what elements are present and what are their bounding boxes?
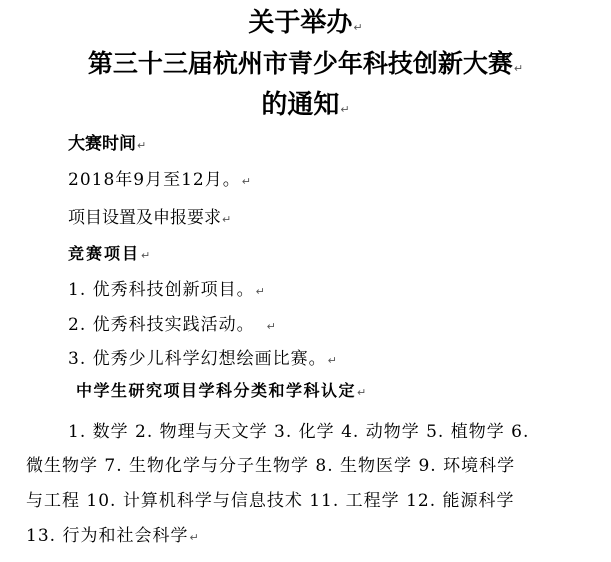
title-line-3: [0, 92, 611, 118]
subjects-line-1: [68, 424, 529, 441]
title-text: 第三十三届杭州市青少年科技创新大赛: [87, 49, 513, 78]
list-item: [68, 317, 277, 334]
subjects-line-4: [26, 528, 200, 545]
time-text: [68, 172, 252, 189]
section-heading-time: [68, 136, 146, 153]
list-item: [68, 282, 266, 299]
paragraph-mark-icon: ↵: [255, 285, 266, 298]
paragraph-mark-icon: ↵: [327, 354, 338, 367]
body-text: 微生物学 7. 生物化学与分子生物学 8. 生物医学 9. 环境科学: [26, 456, 516, 476]
title-line-2: [0, 51, 611, 76]
list-item-text: 1. 优秀科技创新项目。: [68, 280, 255, 300]
list-item-text: 3. 优秀少儿科学幻想绘画比赛。: [68, 349, 327, 369]
body-text: 与工程 10. 计算机科学与信息技术 11. 工程学 12. 能源科学: [26, 491, 515, 511]
section-heading-subjects: [76, 383, 368, 399]
paragraph-mark-icon: ↵: [357, 386, 368, 399]
list-item: [68, 351, 338, 368]
body-text: 2018年9月至12月。: [68, 170, 241, 190]
heading-text: 竞赛项目: [68, 244, 141, 263]
subjects-line-3: [26, 493, 515, 510]
title-line-1: [0, 10, 611, 36]
paragraph-mark-icon: ↵: [266, 320, 277, 333]
body-text: 1. 数学 2. 物理与天文学 3. 化学 4. 动物学 5. 植物学 6.: [68, 422, 530, 442]
paragraph-mark-icon: ↵: [222, 213, 232, 226]
paragraph-mark-icon: ↵: [137, 139, 147, 152]
heading-text: 中学生研究项目学科分类和学科认定: [76, 381, 357, 400]
paragraph-mark-icon: ↵: [141, 249, 153, 262]
subheading-competition: [68, 246, 152, 262]
heading-text: 项目设置及申报要求: [68, 208, 221, 228]
title-text: 关于举办: [248, 8, 353, 38]
body-text: 13. 行为和社会科学: [26, 526, 189, 546]
title-text: 的通知: [261, 90, 340, 120]
list-item-text: 2. 优秀科技实践活动。: [68, 315, 255, 335]
paragraph-mark-icon: ↵: [241, 175, 252, 188]
subjects-line-2: [26, 458, 515, 475]
section-heading-projects: [68, 210, 231, 227]
paragraph-mark-icon: ↵: [513, 62, 524, 75]
paragraph-mark-icon: ↵: [340, 103, 350, 116]
paragraph-mark-icon: ↵: [189, 531, 200, 544]
paragraph-mark-icon: ↵: [353, 21, 363, 34]
heading-text: 大赛时间: [68, 134, 136, 154]
